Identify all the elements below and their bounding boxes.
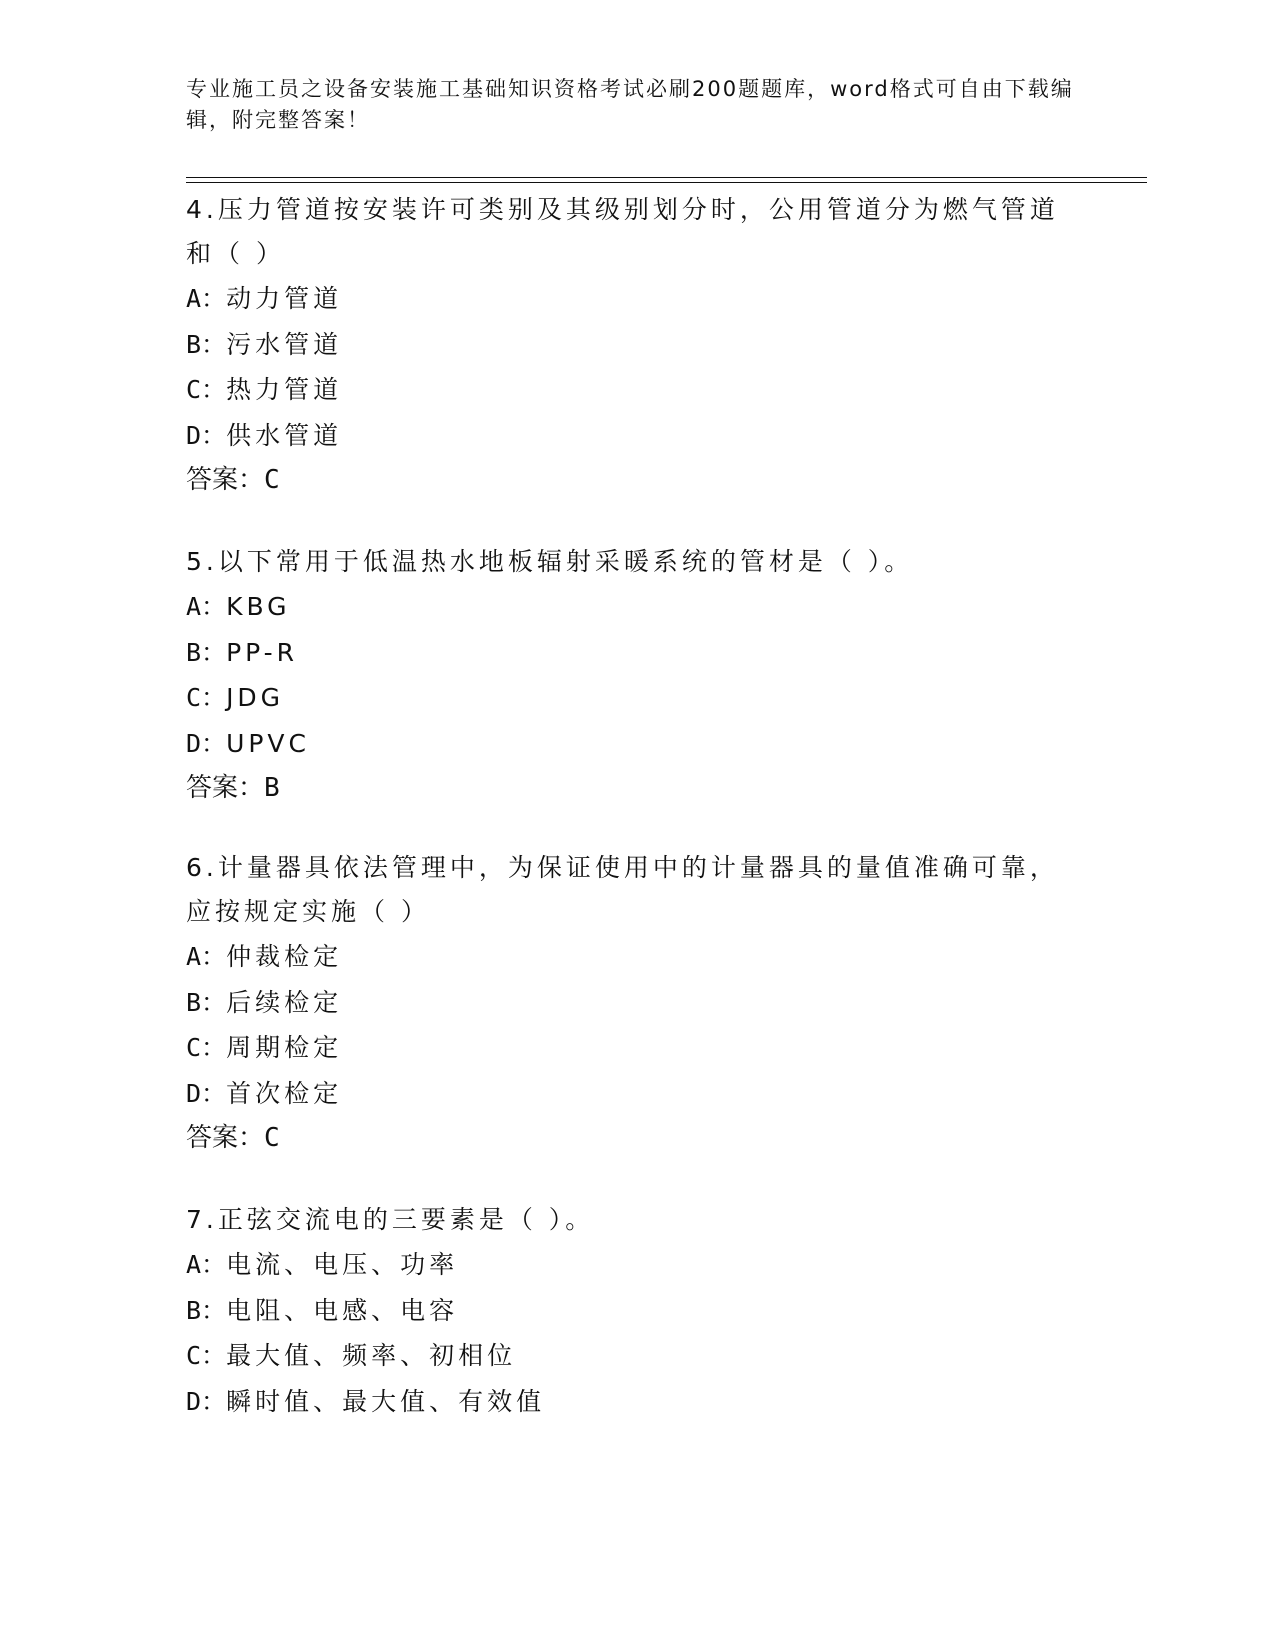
option-label: C：	[186, 683, 227, 712]
option-c	[186, 367, 1086, 413]
option-b	[186, 980, 1086, 1026]
answer-label: 答案：	[186, 773, 265, 803]
question-stem: 5.以下常用于低温热水地板辐射采暖系统的管材是（ ）。	[186, 547, 914, 576]
option-a	[186, 276, 1086, 322]
option-label: C：	[186, 375, 227, 404]
option-text: 瞬时值、最大值、有效值	[226, 1386, 546, 1416]
answer-line	[186, 766, 1086, 811]
question-block	[186, 540, 1086, 811]
option-label: A：	[186, 284, 227, 313]
option-b	[186, 1288, 1086, 1334]
question-stem: 7.正弦交流电的三要素是（ ）。	[186, 1205, 595, 1234]
option-text: 电阻、电感、电容	[226, 1295, 459, 1325]
option-text: KBG	[226, 592, 291, 621]
option-label: C：	[186, 1033, 227, 1062]
option-d	[186, 413, 1086, 459]
header-divider	[186, 177, 1147, 183]
option-a	[186, 1242, 1086, 1288]
question-block	[186, 1198, 1086, 1424]
question-block	[186, 188, 1086, 503]
option-b	[186, 630, 1086, 676]
option-text: PP-R	[226, 637, 299, 667]
answer-label: 答案：	[186, 465, 265, 495]
option-text: 首次检定	[226, 1078, 343, 1108]
option-label: B：	[186, 987, 227, 1017]
option-d	[186, 1379, 1086, 1425]
question-stem: 4.压力管道按安装许可类别及其级别划分时，公用管道分为燃气管道和（ ）	[186, 195, 1059, 268]
option-label: A：	[186, 592, 227, 621]
option-text: 污水管道	[226, 329, 343, 359]
option-c	[186, 1333, 1086, 1379]
option-label: D：	[186, 1078, 227, 1108]
option-label: D：	[186, 420, 227, 450]
option-label: A：	[186, 942, 227, 971]
question-stem: 6.计量器具依法管理中，为保证使用中的计量器具的量值准确可靠，应按规定实施（ ）	[186, 853, 1059, 926]
option-c	[186, 675, 1086, 721]
option-text: 动力管道	[226, 284, 343, 313]
option-text: 仲裁检定	[226, 942, 343, 971]
option-text: 供水管道	[226, 420, 343, 450]
option-text: 周期检定	[226, 1033, 343, 1062]
option-d	[186, 1071, 1086, 1117]
document-header: 专业施工员之设备安装施工基础知识资格考试必刷200题题库，word格式可自由下载编辑，附完整答案！	[186, 77, 1074, 132]
option-label: A：	[186, 1250, 227, 1279]
option-label: B：	[186, 1295, 227, 1325]
option-text: UPVC	[226, 728, 310, 758]
question-block	[186, 846, 1086, 1161]
option-d	[186, 721, 1086, 767]
option-text: 最大值、频率、初相位	[226, 1341, 517, 1370]
answer-label: 答案：	[186, 1123, 265, 1153]
option-text: 后续检定	[226, 987, 343, 1017]
option-text: JDG	[226, 683, 285, 712]
option-label: B：	[186, 329, 227, 359]
answer-value: B	[264, 773, 280, 803]
option-text: 热力管道	[226, 375, 343, 404]
option-label: D：	[186, 1386, 227, 1416]
answer-value: C	[264, 1123, 280, 1153]
option-a	[186, 934, 1086, 980]
answer-line	[186, 458, 1086, 503]
option-label: C：	[186, 1341, 227, 1370]
option-a	[186, 584, 1086, 630]
option-label: D：	[186, 728, 227, 758]
option-b	[186, 322, 1086, 368]
option-text: 电流、电压、功率	[226, 1250, 459, 1279]
option-c	[186, 1025, 1086, 1071]
answer-line	[186, 1116, 1086, 1161]
option-label: B：	[186, 637, 227, 667]
answer-value: C	[264, 465, 280, 495]
